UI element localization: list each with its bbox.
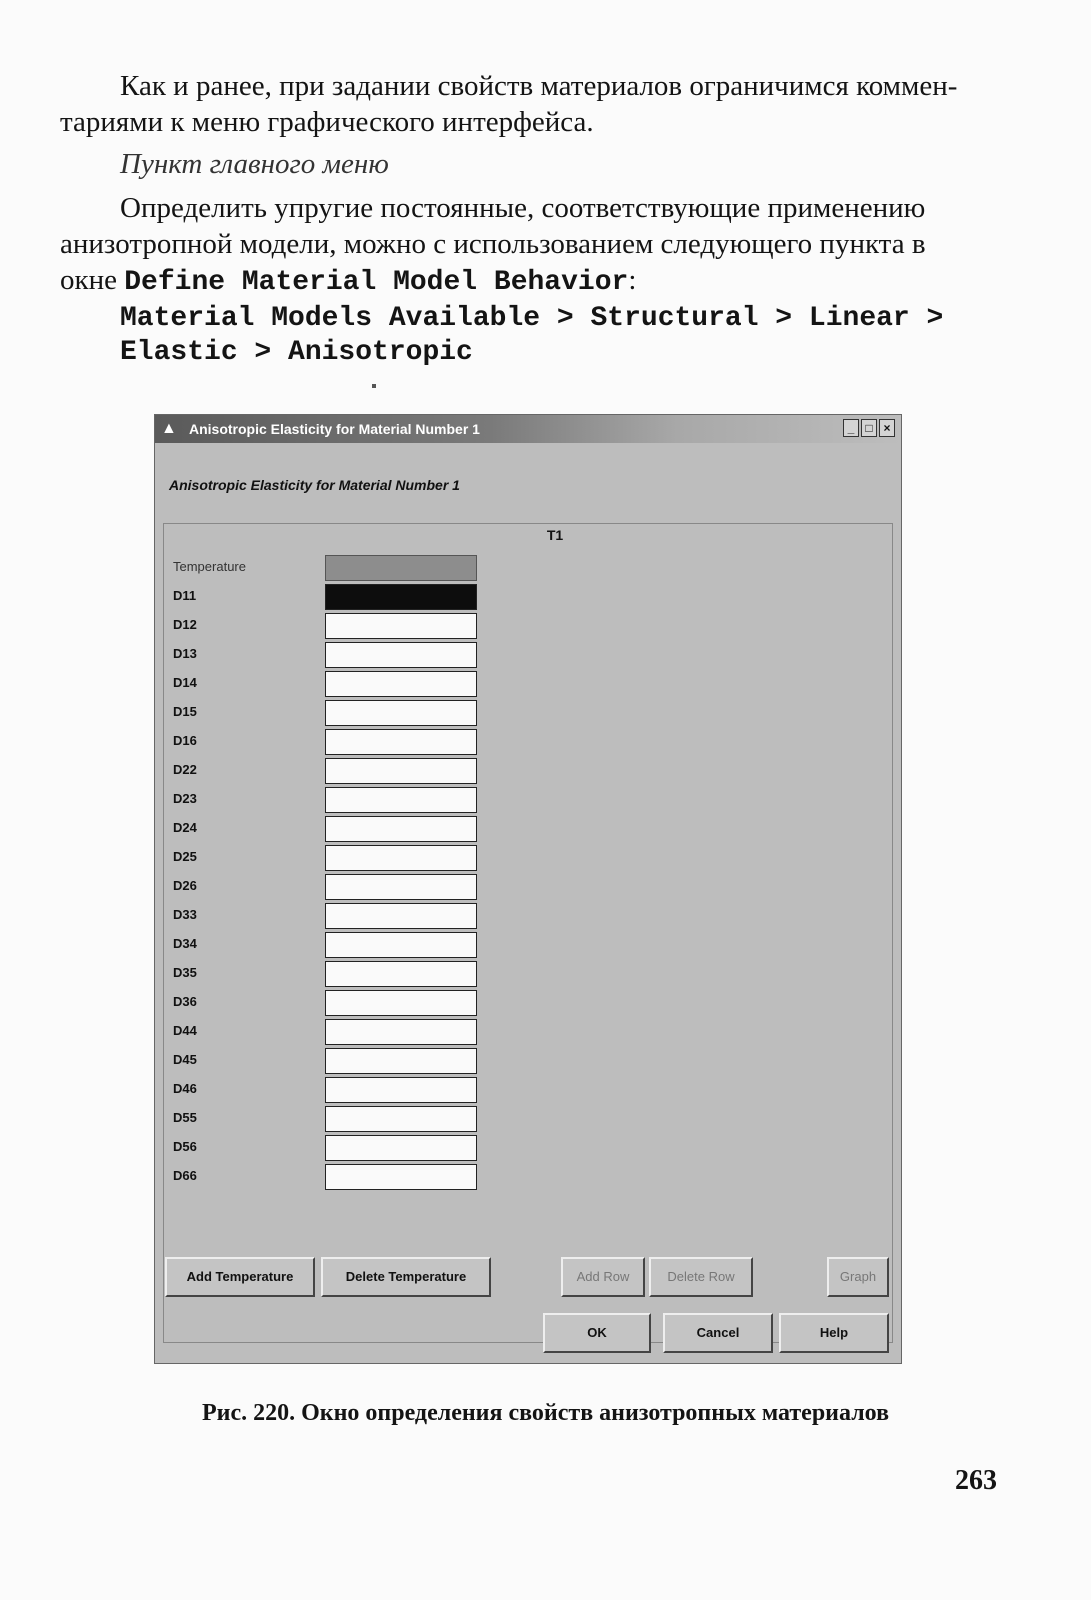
value-input[interactable] [325,845,477,871]
row-label: D23 [173,791,197,806]
value-input[interactable] [325,613,477,639]
table-row [173,1135,483,1163]
table-row [173,932,483,960]
body-line-1: Определить упругие постоянные, соответствующие применению [120,192,926,224]
value-input[interactable] [325,816,477,842]
value-input[interactable] [325,1048,477,1074]
table-row [173,1164,483,1192]
table-row [173,642,483,670]
table-row [173,671,483,699]
table-row [173,816,483,844]
row-label: D33 [173,907,197,922]
menu-path [120,302,1020,370]
close-icon[interactable]: × [879,419,895,437]
row-label: D46 [173,1081,197,1096]
value-input[interactable] [325,1164,477,1190]
app-icon: ▲ [161,420,177,437]
value-input[interactable] [325,932,477,958]
table-row [173,990,483,1018]
add-temperature-button[interactable]: Add Temperature [165,1257,315,1297]
maximize-icon[interactable]: □ [861,419,877,437]
row-label: D13 [173,646,197,661]
value-input[interactable] [325,700,477,726]
value-input[interactable] [325,758,477,784]
row-label: D55 [173,1110,197,1125]
delete-temperature-button[interactable]: Delete Temperature [321,1257,491,1297]
value-input[interactable] [325,671,477,697]
row-label: D35 [173,965,197,980]
row-label: D44 [173,1023,197,1038]
value-input[interactable] [325,729,477,755]
value-input[interactable] [325,1106,477,1132]
subheading: Пункт главного меню [120,148,389,180]
value-input[interactable] [325,961,477,987]
body-paragraph [60,190,1000,301]
stray-dot [372,384,376,388]
value-input[interactable] [325,787,477,813]
table-row [173,874,483,902]
value-input[interactable] [325,642,477,668]
window-title: Anisotropic Elasticity for Material Number 1 [189,421,480,437]
graph-button[interactable]: Graph [827,1257,889,1297]
help-button[interactable]: Help [779,1313,889,1353]
row-label: D11 [173,588,197,603]
value-input[interactable] [325,1019,477,1045]
intro-line-2: тариями к меню графического интерфейса. [60,106,594,138]
temperature-row [173,555,483,583]
row-label: D12 [173,617,197,632]
temperature-label: Temperature [173,559,246,574]
body-line-2: анизотропной модели, можно с использованием следующего пункта в [60,228,926,260]
intro-paragraph [60,68,1000,140]
body-line-3-suffix: : [628,264,637,296]
figure-caption: Рис. 220. Окно определения свойств анизотропных материалов [201,1400,890,1426]
table-row [173,845,483,873]
row-label: D15 [173,704,197,719]
table-row [173,1019,483,1047]
table-row [173,584,483,612]
table-row [173,1048,483,1076]
body-line-3-prefix: окне [60,264,117,296]
column-header-t1: T1 [546,527,564,543]
dialog-subtitle: Anisotropic Elasticity for Material Number 1 [169,477,460,493]
minimize-icon[interactable]: _ [843,419,859,437]
table-row [173,787,483,815]
menu-path-line-2: Elastic > Anisotropic [120,337,473,368]
row-label: D66 [173,1168,197,1183]
title-bar[interactable] [155,415,901,443]
page-number: 263 [955,1465,997,1496]
row-label: D45 [173,1052,197,1067]
window-controls [843,419,895,437]
dialog-name: Define Material Model Behavior [124,267,629,298]
value-input[interactable] [325,1135,477,1161]
row-label: D14 [173,675,197,690]
table-row [173,700,483,728]
table-row [173,1077,483,1105]
table-row [173,613,483,641]
ok-button[interactable]: OK [543,1313,651,1353]
intro-line-1: Как и ранее, при задании свойств материалов ограничимся коммен- [120,70,958,102]
value-input[interactable] [325,903,477,929]
row-label: D26 [173,878,197,893]
add-row-button[interactable]: Add Row [561,1257,645,1297]
delete-row-button[interactable]: Delete Row [649,1257,753,1297]
table-row [173,961,483,989]
row-label: D36 [173,994,197,1009]
value-input[interactable] [325,874,477,900]
table-row [173,758,483,786]
row-label: D34 [173,936,197,951]
row-label: D56 [173,1139,197,1154]
row-label: D24 [173,820,197,835]
row-label: D22 [173,762,197,777]
menu-path-line-1: Material Models Available > Structural > Linear > [120,303,944,334]
value-input[interactable] [325,584,477,610]
value-input[interactable] [325,1077,477,1103]
value-input[interactable] [325,990,477,1016]
row-label: D16 [173,733,197,748]
temperature-input[interactable] [325,555,477,581]
row-label: D25 [173,849,197,864]
cancel-button[interactable]: Cancel [663,1313,773,1353]
table-row [173,1106,483,1134]
table-row [173,903,483,931]
anisotropic-elasticity-window [154,414,902,1364]
table-row [173,729,483,757]
